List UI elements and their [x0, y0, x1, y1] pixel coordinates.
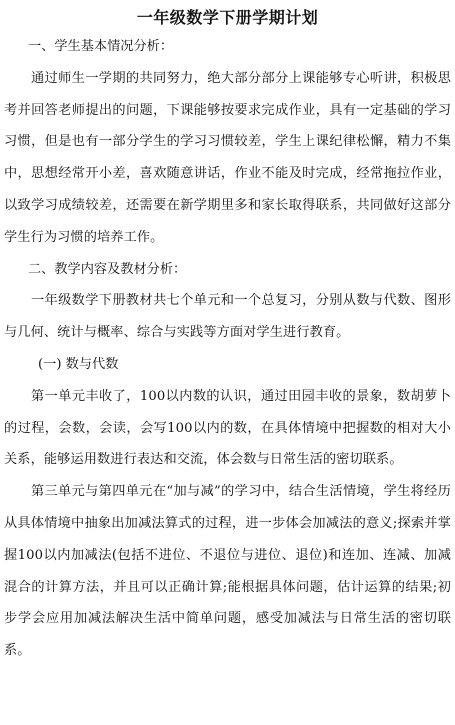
subheading-number-algebra: (一) 数与代数: [38, 356, 119, 372]
paragraph-unit-one: 第一单元丰收了，100以内数的认识，通过田园丰收的景象，数胡萝卜的过程，会数，会读，会写100以内的数，在具体情境中把握数的相对大小关系，能够运用数进行表达和交流，体会数与日常生活的密切联系。: [4, 388, 451, 468]
section-heading-student-analysis: 一、学生基本情况分析：: [28, 39, 174, 54]
paragraph-student-analysis: 通过师生一学期的共同努力，绝大部分部分上课能够专心听讲，积极思考并回答老师提出的问题，下课能够按要求完成作业，具有一定基础的学习习惯，但是也有一部分学生的学习习惯较差，学生上课纪律松懈，精力不集中，思想经常开小差，喜欢随意讲话，作业不能及时完成，经常拖拉作业，以致学习成绩较差，还需要在新学期里多和家长取得联系，共同做好这部分学生行为习惯的培养工作。: [4, 70, 451, 245]
document-title: 一年级数学下册学期计划: [136, 8, 319, 27]
paragraph-content-overview: 一年级数学下册教材共七个单元和一个总复习，分别从数与代数、图形与几何、统计与概率、综合与实践等方面对学生进行教育。: [4, 293, 451, 341]
paragraph-units-three-four: 第三单元与第四单元在“加与减”的学习中，结合生活情境，学生将经历从具体情境中抽象出加减法算式的过程，进一步体会加减法的意义;探索并掌握100以内加减法(包括不进位、不退位与进位、退位)和连加、连减、加减混合的计算方法，并且可以正确计算;能根据具体问题，估计运算的结果;初步学会应用加减法解决生活中简单问题，感受加减法与日常生活的密切联系。: [4, 484, 451, 659]
section-heading-content-analysis: 二、教学内容及教材分析：: [28, 261, 187, 277]
